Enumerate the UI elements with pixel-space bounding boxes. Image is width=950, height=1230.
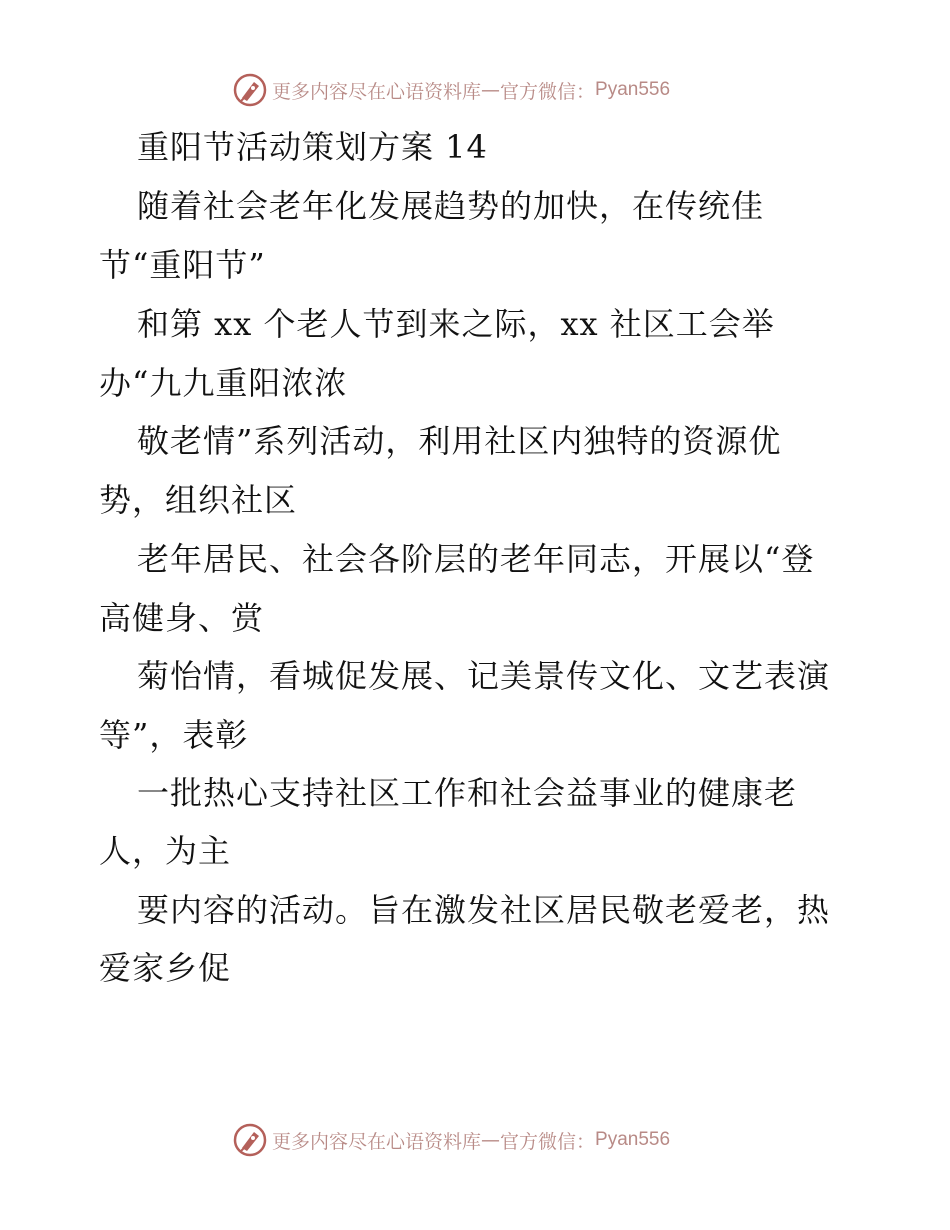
document-title: 重阳节活动策划方案 14 — [137, 128, 488, 166]
body-line: 老年居民、社会各阶层的老年同志，开展以“登 — [137, 540, 815, 578]
body-line: 随着社会老年化发展趋势的加快，在传统佳 — [137, 187, 765, 225]
header-banner-separator: — — [481, 79, 501, 101]
header-banner-text: 更多内容尽在心语资料库 — [272, 80, 482, 103]
header-banner — [232, 70, 670, 110]
body-line: 高健身、赏 — [99, 599, 265, 637]
body-line: 办“九九重阳浓浓 — [99, 364, 348, 402]
body-line: 和第 xx 个老人节到来之际，xx 社区工会举 — [137, 305, 775, 343]
body-line: 等”，表彰 — [99, 716, 249, 754]
body-line: 要内容的活动。旨在激发社区居民敬老爱老，热 — [137, 891, 831, 929]
body-line: 人，为主 — [99, 832, 232, 870]
body-line: 爱家乡促 — [99, 949, 232, 987]
header-wechat-label: 官方微信： — [500, 80, 596, 103]
footer-wechat-label: 官方微信： — [500, 1130, 596, 1153]
body-line: 敬老情”系列活动，利用社区内独特的资源优 — [137, 422, 782, 460]
body-line: 势，组织社区 — [99, 481, 298, 519]
body-line: 节“重阳节” — [99, 246, 266, 284]
pen-nib-logo-icon — [232, 72, 268, 108]
body-line: 一批热心支持社区工作和社会益事业的健康老 — [137, 774, 798, 812]
pen-nib-logo-icon — [232, 1122, 268, 1158]
footer-wechat-id: Pyan556 — [595, 1129, 671, 1150]
header-wechat-id: Pyan556 — [595, 79, 671, 100]
footer-banner-text: 更多内容尽在心语资料库 — [272, 1130, 482, 1153]
footer-banner-separator: — — [481, 1129, 501, 1151]
body-line: 菊怡情，看城促发展、记美景传文化、文艺表演 — [137, 657, 831, 695]
footer-banner — [232, 1120, 670, 1160]
